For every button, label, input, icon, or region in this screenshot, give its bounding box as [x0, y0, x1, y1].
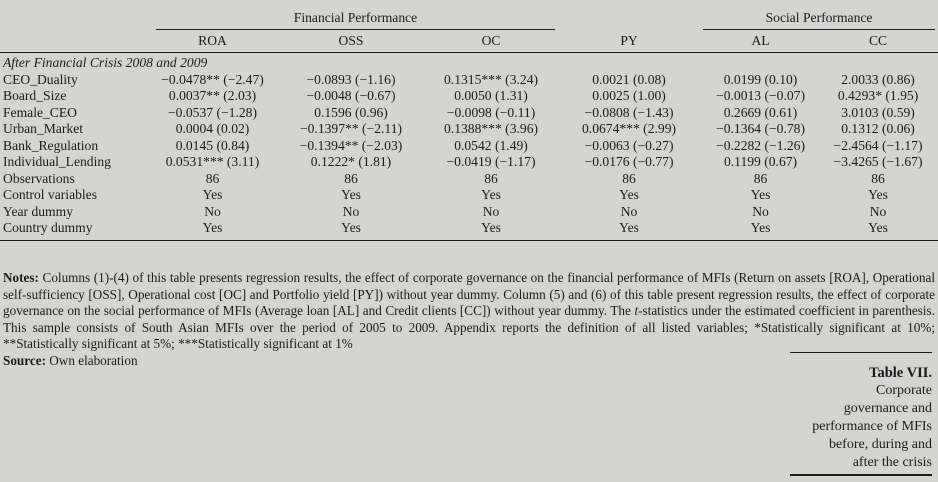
table-cell: 0.0145 (0.84) — [175, 137, 250, 153]
table-row — [0, 220, 938, 240]
table-cell: Yes — [427, 220, 555, 240]
table-row — [0, 105, 938, 122]
table-cell: 0.0004 (0.02) — [175, 121, 250, 136]
table-cell: −0.0893 (−1.16) — [306, 71, 396, 87]
table-cell: 0.0674*** (2.99) — [582, 121, 677, 136]
table-cell: Yes — [202, 187, 223, 202]
table-cell: 0.1199 (0.67) — [723, 154, 798, 169]
table-row — [0, 187, 938, 204]
table-cell: 0.1222* (1.81) — [310, 154, 392, 169]
column-header-row — [0, 33, 938, 53]
source-label: Source: — [3, 352, 46, 368]
table-cell: 3.0103 (0.59) — [841, 104, 915, 120]
group-header-financial: Financial Performance — [150, 0, 555, 33]
notes-t-italic: t — [634, 303, 639, 319]
table-cell: −0.0176 (−0.77) — [584, 154, 674, 169]
table-notes — [3, 270, 935, 370]
col-header-cc: CC — [818, 33, 938, 53]
group-header-social: Social Performance — [703, 0, 938, 33]
table-cell: Yes — [555, 220, 703, 240]
table-cell: 0.0050 (1.31) — [454, 88, 528, 103]
table-cell: 0.0542 (1.49) — [454, 137, 528, 153]
table-cell: 0.0021 (0.08) — [592, 71, 666, 87]
table-cell: No — [869, 203, 887, 219]
row-label: Year dummy — [3, 203, 73, 219]
table-cell: 0.1596 (0.96) — [314, 104, 388, 120]
notes-text-1: Columns (1)-(4) of this table presents regression results, the effect of corporate governance on the financial performance of MFIs (Return on assets [ROA], Operational self-sufficiency [OSS], Operational cost [OC] and Portfolio yield [PY]) without year dummy. Column (5) and (6) of this table present regression results, the effect of corporate governance on the social performance of MFIs (Average loan [AL] and Credit clients [CC]) without year dummy. The — [3, 270, 935, 319]
table-cell: Yes — [275, 220, 427, 240]
col-header-roa: ROA — [150, 33, 275, 53]
table-row — [0, 171, 938, 188]
period-row — [0, 53, 938, 72]
table-cell: 86 — [205, 170, 220, 186]
table-cell: −0.0537 (−1.28) — [168, 104, 257, 120]
table-cell: 0.0199 (0.10) — [723, 71, 798, 87]
table-row — [0, 154, 938, 171]
table-cell: −0.1394** (−2.03) — [299, 137, 403, 153]
table-cell: 0.1312 (0.06) — [841, 121, 915, 136]
table-row — [0, 204, 938, 221]
table-cell: −0.0013 (−0.07) — [716, 88, 805, 103]
table-cell: −0.0419 (−1.17) — [446, 154, 536, 169]
table-caption — [792, 364, 932, 472]
table-cell: 2.0033 (0.86) — [841, 71, 915, 87]
table-cell: −0.0808 (−1.43) — [584, 104, 674, 120]
table-row — [0, 72, 938, 89]
table-cell: −0.0098 (−0.11) — [446, 104, 536, 120]
table-cell: Yes — [481, 187, 501, 202]
caption-top-rule — [790, 352, 932, 353]
table-cell: −3.4265 (−1.67) — [833, 154, 923, 169]
col-header-py: PY — [555, 33, 703, 53]
col-header-oss: OSS — [275, 33, 427, 53]
row-label: Bank_Regulation — [3, 137, 99, 153]
table-cell: Yes — [703, 220, 818, 240]
table-cell: −0.0478** (−2.47) — [161, 71, 264, 87]
table-cell: Yes — [150, 220, 275, 240]
source-text: Own elaboration — [45, 352, 138, 368]
table-cell: 0.0037** (2.03) — [168, 88, 257, 103]
table-cell: No — [482, 203, 500, 219]
group-header-blank — [0, 0, 150, 33]
table-cell: 0.4293* (1.95) — [837, 88, 919, 103]
table-row — [0, 121, 938, 138]
table-cell: 0.0025 (1.00) — [592, 88, 666, 103]
row-label: Female_CEO — [3, 104, 77, 120]
table-cell: 0.0531*** (3.11) — [165, 154, 260, 169]
table-cell: No — [752, 203, 769, 219]
caption-line: Corporate — [876, 383, 932, 398]
table-cell: 86 — [344, 170, 358, 186]
row-label: Individual_Lending — [3, 154, 111, 169]
row-label: Urban_Market — [3, 121, 84, 136]
table-cell: −0.0063 (−0.27) — [584, 137, 674, 153]
table-cell: −0.1397** (−2.11) — [299, 121, 403, 136]
row-label: Country dummy — [0, 220, 150, 240]
caption-line: governance and — [843, 401, 932, 416]
table-cell: Yes — [341, 187, 361, 202]
table-cell: −2.4564 (−1.17) — [833, 137, 923, 153]
table-cell: No — [620, 203, 638, 219]
table-cell: −0.0048 (−0.67) — [306, 88, 396, 103]
caption-table-number: Table VII. — [869, 365, 932, 381]
table-cell: Yes — [619, 187, 639, 202]
col-header-al: AL — [703, 33, 818, 53]
notes-label: Notes: — [3, 270, 39, 285]
table-cell: −0.2282 (−1.26) — [716, 137, 805, 153]
table-cell: 0.1315*** (3.24) — [444, 71, 539, 87]
row-label: Board_Size — [3, 88, 67, 103]
table-cell: −0.1364 (−0.78) — [716, 121, 805, 136]
table-cell: 86 — [753, 170, 768, 186]
table-cell: Yes — [868, 187, 888, 202]
table-cell: 0.1388*** (3.96) — [444, 121, 539, 136]
caption-bottom-rule — [790, 474, 932, 476]
table-row — [0, 88, 938, 105]
row-label: CEO_Duality — [3, 71, 78, 87]
table-cell: Yes — [750, 187, 771, 202]
table-cell: 86 — [871, 170, 885, 186]
row-label: Observations — [3, 170, 75, 186]
caption-line: performance of MFIs — [812, 419, 932, 434]
caption-line: before, during and — [828, 437, 932, 452]
table-cell: No — [204, 203, 221, 219]
notes-text-2: -statistics under the estimated coefficient in parenthesis. This sample consists of South Asian MFIs over the period of 2005 to 2009. Appendix reports the definition of all listed variables; *Statistically significant at 10%; **Statistically significant at 5%; ***Statistically significant at 1% — [3, 303, 935, 352]
table-cell: 0.2669 (0.61) — [723, 104, 798, 120]
table-cell: 86 — [484, 170, 498, 186]
period-label: After Financial Crisis 2008 and 2009 — [3, 55, 208, 70]
row-label: Control variables — [3, 187, 98, 202]
table-row — [0, 138, 938, 155]
table-cell: 86 — [622, 170, 636, 186]
table-cell: No — [342, 203, 360, 219]
col-header-oc: OC — [427, 33, 555, 53]
caption-line: after the crisis — [852, 455, 932, 470]
table-cell: Yes — [818, 220, 938, 240]
